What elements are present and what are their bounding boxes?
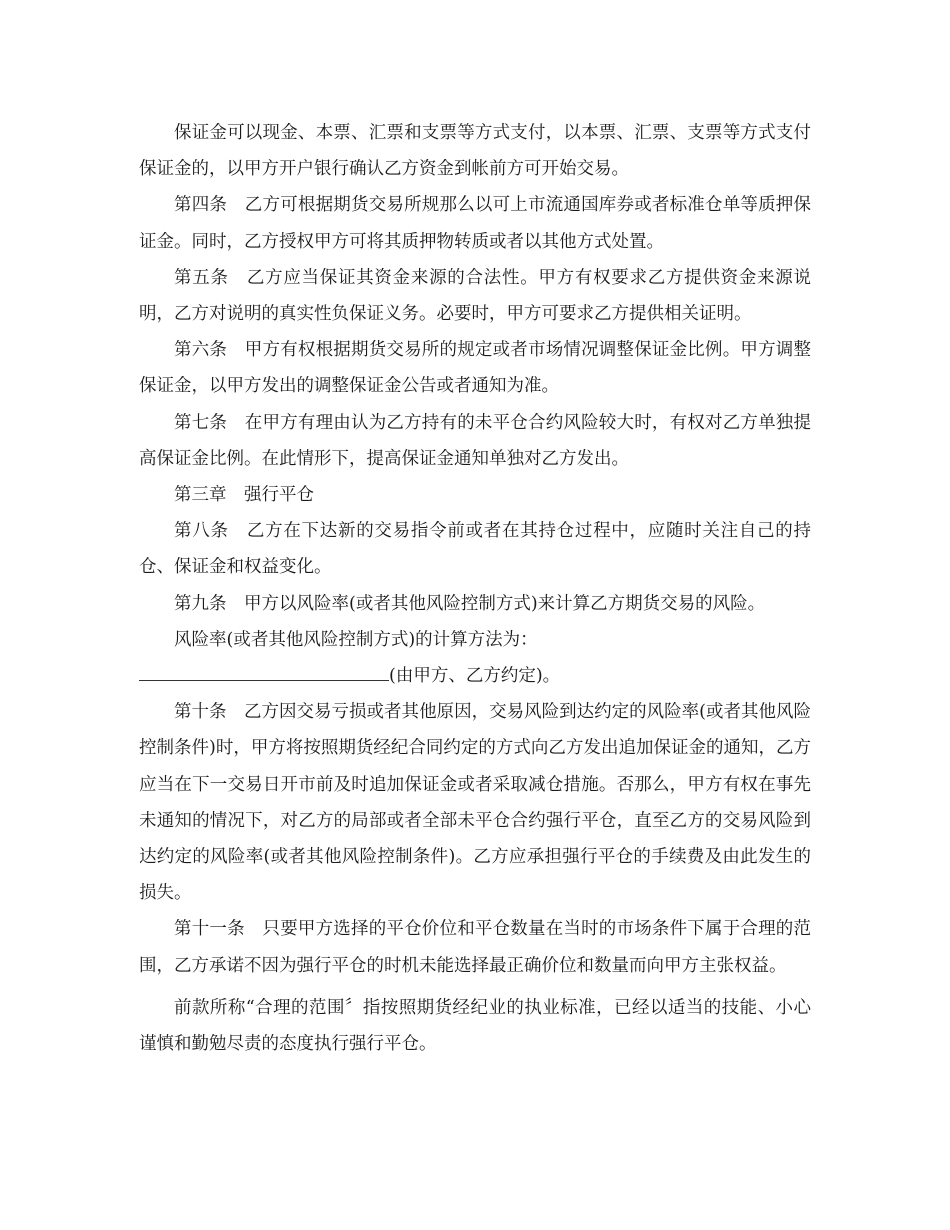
paragraph-article-8: 第八条 乙方在下达新的交易指令前或者在其持仓过程中，应随时关注自己的持仓、保证金和权益变化。 [139,521,811,578]
paragraph-risk-rate-method: 风险率(或者其他风险控制方式)的计算方法为： [174,629,538,650]
paragraph-article-5: 第五条 乙方应当保证其资金来源的合法性。甲方有权要求乙方提供资金来源说明，乙方对说明的真实性负保证义务。必要时，甲方可要求乙方提供相关证明。 [139,267,811,325]
paragraph-article-7: 第七条 在甲方有理由认为乙方持有的未平仓合约风险较大时，有权对乙方单独提高保证金比例。在此情形下，提高保证金通知单独对乙方发出。 [139,412,811,469]
paragraph-article-10: 第十条 乙方因交易亏损或者其他原因，交易风险到达约定的风险率(或者其他风险控制条件)时，甲方将按照期货经纪合同约定的方式向乙方发出追加保证金的通知，乙方应当在下一交易日开市前及时追加保证金或者采取减仓措施。否那么，甲方有权在事先未通知的情况下，对乙方的局部或者全部未平仓合约强行平仓，直至乙方的交易风险到达约定的风险率(或者其他风险控制条件)。乙方应承担强行平仓的手续费及由此发生的损失。 [139,702,811,904]
paragraph-blank-line [139,658,811,694]
chapter-heading-3: 第三章 强行平仓 [174,485,314,506]
blank-line-suffix: (由甲方、乙方约定)。 [389,666,561,687]
paragraph-article-9: 第九条 甲方以风险率(或者其他风险控制方式)来计算乙方期货交易的风险。 [174,593,766,614]
paragraph-article-6: 第六条 甲方有权根据期货交易所的规定或者市场情况调整保证金比例。甲方调整保证金，以甲方发出的调整保证金公告或者通知为准。 [139,340,811,397]
paragraph-article-11: 第十一条 只要甲方选择的平仓价位和平仓数量在当时的市场条件下属于合理的范围，乙方承诺不因为强行平仓的时机未能选择最正确价位和数量而向甲方主张权益。 [139,919,811,976]
paragraph-reasonable-range: 前款所称“合理的范围〞指按照期货经纪业的执业标准，已经以适当的技能、小心谨慎和勤勉尽责的态度执行强行平仓。 [139,997,811,1055]
document-body [139,115,811,1062]
paragraph-article-4: 第四条 乙方可根据期货交易所规那么以可上市流通国库券或者标准仓单等质押保证金。同时，乙方授权甲方可将其质押物转质或者以其他方式处置。 [139,195,811,252]
paragraph-margin-payment: 保证金可以现金、本票、汇票和支票等方式支付，以本票、汇票、支票等方式支付保证金的，以甲方开户银行确认乙方资金到帐前方可开始交易。 [139,123,811,180]
fill-in-blank[interactable] [139,662,389,681]
